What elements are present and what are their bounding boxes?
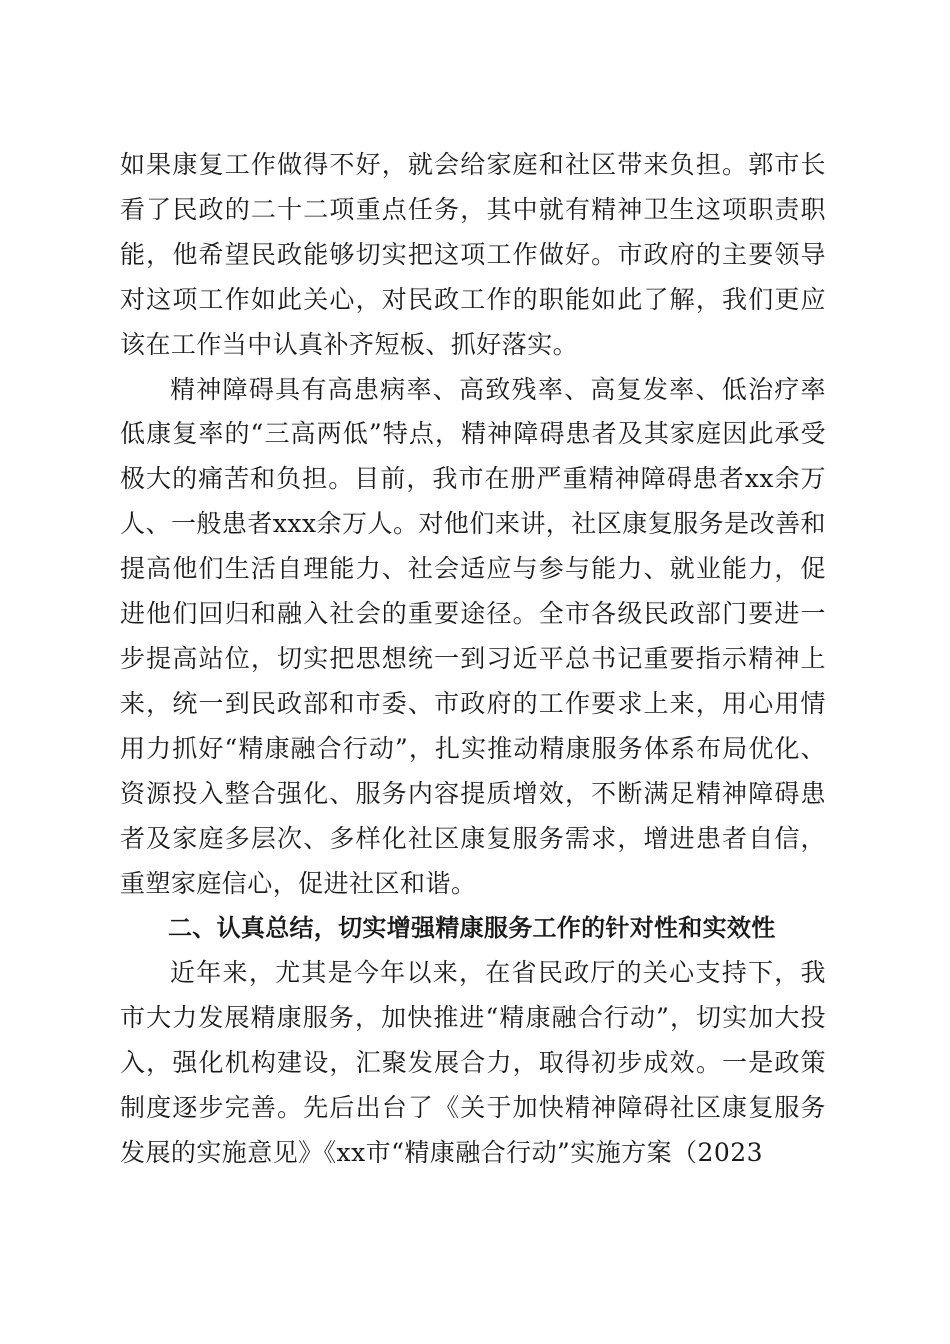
- paragraph-continuation: 如果康复工作做得不好，就会给家庭和社区带来负担。郭市长看了民政的二十二项重点任务，其中就有精神卫生这项职责职能，他希望民政能够切实把这项工作做好。市政府的主要领导对这项工作如此关心，对民政工作的职能如此了解，我们更应该在工作当中认真补齐短板、抓好落实。: [120, 150, 826, 359]
- section-heading-two: 二、认真总结，切实增强精康服务工作的针对性和实效性: [168, 914, 776, 943]
- paragraph-mental-disorder-features: 精神障碍具有高患病率、高致残率、高复发率、低治疗率低康复率的“三高两低”特点，精神障碍患者及其家庭因此承受极大的痛苦和负担。目前，我市在册严重精神障碍患者xx余万人、一般患者xxx余万人。对他们来讲，社区康复服务是改善和提高他们生活自理能力、社会适应与参与能力、就业能力，促进他们回归和融入社会的重要途径。全市各级民政部门要进一步提高站位，切实把思想统一到习近平总书记重要指示精神上来，统一到民政部和市委、市政府的工作要求上来，用心用情用力抓好“精康融合行动”，扎实推动精康服务体系布局优化、资源投入整合强化、服务内容提质增效，不断满足精神障碍患者及家庭多层次、多样化社区康复服务需求，增进患者自信，重塑家庭信心，促进社区和谐。: [120, 374, 826, 898]
- document-body: [120, 143, 826, 1176]
- paragraph-recent-progress: 近年来，尤其是今年以来，在省民政厅的关心支持下，我市大力发展精康服务，加快推进“精康融合行动”，切实加大投入，强化机构建设，汇聚发展合力，取得初步成效。一是政策制度逐步完善。先后出台了《关于加快精神障碍社区康复服务发展的实施意见》《xx市“精康融合行动”实施方案（2023: [120, 958, 826, 1167]
